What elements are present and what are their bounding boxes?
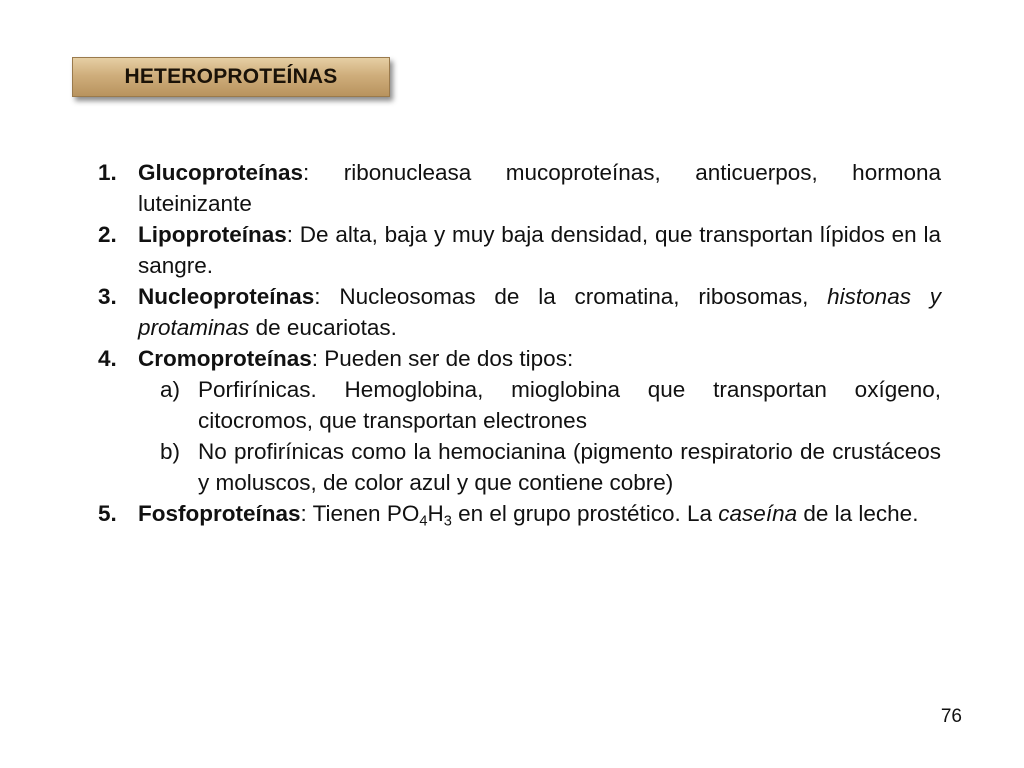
item-term: Lipoproteínas bbox=[138, 222, 287, 247]
formula-h: H bbox=[427, 501, 444, 526]
list-item-cromoproteinas bbox=[96, 343, 941, 374]
heteroprotein-list bbox=[96, 157, 941, 374]
list-item-lipoproteinas bbox=[96, 219, 941, 281]
item-number: 5. bbox=[98, 501, 117, 526]
title-box bbox=[72, 57, 390, 97]
item-term: Nucleoproteínas bbox=[138, 284, 315, 309]
item-text: : ribonucleasa mucoproteínas, anticuerpos, hormona luteinizante bbox=[138, 160, 941, 216]
subitem-letter: b) bbox=[160, 439, 181, 464]
item-italic: caseína bbox=[718, 501, 798, 526]
item-text: : Nucleosomas de la cromatina, ribosomas, bbox=[314, 284, 828, 309]
subitem-text: No profirínicas como la hemocianina (pigmento respiratorio de crustáceos y moluscos, de color azul y que contiene cobre) bbox=[198, 439, 941, 495]
formula-subscript-3: 3 bbox=[443, 513, 452, 530]
item-text: : Tienen PO bbox=[300, 501, 420, 526]
item-text-after: de eucariotas. bbox=[249, 315, 397, 340]
item-text: : De alta, baja y muy baja densidad, que transportan lípidos en la sangre. bbox=[138, 222, 941, 278]
subitem-text: Porfirínicas. Hemoglobina, mioglobina que transportan oxígeno, citocromos, que transportan electrones bbox=[198, 377, 941, 433]
item-number: 3. bbox=[98, 284, 117, 309]
item-italic: histonas y protaminas bbox=[138, 284, 941, 340]
list-item-fosfoproteinas bbox=[96, 498, 941, 529]
list-item-nucleoproteinas bbox=[96, 281, 941, 343]
item-term: Fosfoproteínas bbox=[138, 501, 301, 526]
item-number: 2. bbox=[98, 222, 117, 247]
cromoproteinas-sublist bbox=[96, 374, 941, 498]
item-term: Cromoproteínas bbox=[138, 346, 312, 371]
page-number: 76 bbox=[940, 706, 962, 727]
content-area bbox=[96, 157, 941, 529]
item-number: 1. bbox=[98, 160, 117, 185]
formula-subscript-4: 4 bbox=[419, 513, 428, 530]
subitem-letter: a) bbox=[160, 377, 181, 402]
list-item-glucoproteinas bbox=[96, 157, 941, 219]
item-term: Glucoproteínas bbox=[138, 160, 304, 185]
sublist-item-no-porfirinicas bbox=[96, 436, 941, 498]
item-text-after: de la leche. bbox=[797, 501, 919, 526]
heteroprotein-list-continued bbox=[96, 498, 941, 529]
slide-title: HETEROPROTEÍNAS bbox=[124, 65, 338, 88]
item-text-mid: en el grupo prostético. La bbox=[451, 501, 719, 526]
item-number: 4. bbox=[98, 346, 117, 371]
item-text: : Pueden ser de dos tipos: bbox=[311, 346, 574, 371]
sublist-item-porfirinicas bbox=[96, 374, 941, 436]
